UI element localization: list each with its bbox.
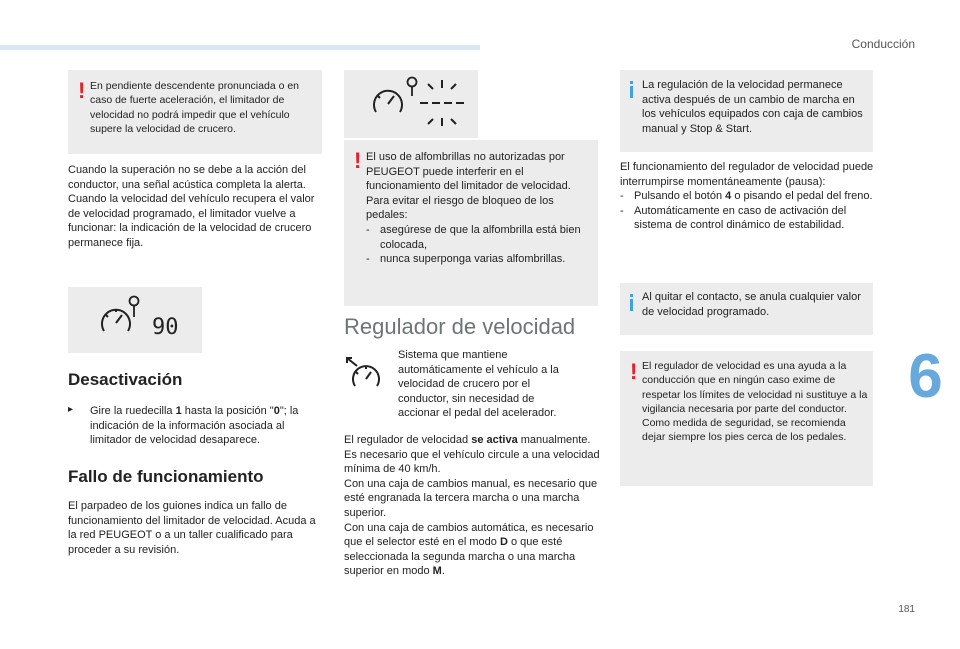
paragraph: El regulador de velocidad es una ayuda a la conducción que en ningún caso exime de respetar los límites de velocidad ni sustituye a la vigilancia necesaria por parte del conductor.: [642, 360, 868, 415]
paragraph: Es necesario que el vehículo circule a una velocidad mínima de 40 km/h.: [344, 448, 600, 476]
pause-list: [620, 189, 876, 233]
text: Con una caja de cambios automática, es necesario que el selector esté en el modo: [344, 521, 594, 549]
paragraph: El uso de alfombrillas no autorizadas por PEUGEOT puede interferir en el funcionamiento del limitador de velocidad.: [366, 151, 571, 193]
speed-limiter-display: [68, 287, 202, 353]
warning-box-driving-aid: [620, 351, 873, 486]
heading-fault: Fallo de funcionamiento: [68, 467, 264, 486]
paragraph: Cuando la velocidad del vehículo recupera el valor de velocidad programado, el limitador vuelve a funcionar: la indicación de la velocidad de crucero permanece fija.: [68, 193, 315, 249]
floormat-list: [366, 223, 596, 267]
heading-cruise-control: Regulador de velocidad: [344, 314, 576, 339]
chapter-number: 6: [908, 342, 943, 411]
cruise-control-intro: Sistema que mantiene automáticamente el vehículo a la velocidad de crucero por el conductor, sin necesidad de accionar el pedal del acelerador.: [398, 349, 559, 420]
cruise-control-conditions: [344, 433, 602, 579]
chapter-title: Conducción: [851, 37, 915, 51]
warning-text: En pendiente descendente pronunciada o en caso de fuerte aceleración, el limitador de velocidad no podrá impedir que el vehículo supere la velocidad de crucero.: [90, 80, 300, 135]
text: El regulador de velocidad: [344, 434, 472, 446]
header-bar: [0, 45, 480, 50]
warning-icon: !: [354, 148, 362, 173]
info-icon: [630, 81, 633, 98]
text: .: [441, 565, 445, 578]
page-number: 181: [898, 604, 915, 615]
mode-m: M: [432, 565, 442, 578]
pause-section: [620, 160, 876, 233]
fault-text: El parpadeo de los guiones indica un fallo de funcionamiento del limitador de velocidad. Acuda a la red PEUGEOT o a un taller cualificado para proceder a su revisión.: [68, 500, 316, 556]
paragraph: Como medida de seguridad, se recomienda dejar siempre los pies cerca de los pedales.: [642, 417, 847, 444]
paragraph: El funcionamiento del regulador de velocidad puede interrumpirse momentáneamente (pausa):: [620, 161, 874, 188]
overspeed-text: [68, 163, 324, 251]
info-text: La regulación de la velocidad permanece activa después de un cambio de marcha en los vehículos equipados con caja de cambios manual y Stop & Start.: [642, 79, 863, 135]
text: hasta la posición ": [181, 405, 274, 417]
warning-box-floormats: [344, 140, 598, 306]
warning-box-downhill: [68, 70, 322, 154]
position: 0: [273, 405, 280, 417]
list-item: - asegúrese de que la alfombrilla está bien colocada,: [366, 223, 581, 251]
cruise-control-icon: [345, 352, 385, 392]
list-item: - Pulsando el botón 4 o pisando el pedal del freno.: [620, 190, 873, 203]
number: 1: [175, 405, 182, 417]
text: Gire la ruedecilla: [90, 405, 176, 417]
fault-display: [344, 70, 478, 138]
speed-limiter-display-icon: [68, 287, 202, 353]
text-bold: se activa: [471, 434, 518, 446]
mode-d: D: [499, 536, 508, 549]
warning-icon: !: [78, 78, 86, 103]
list-item: - Automáticamente en caso de activación del sistema de control dinámico de estabilidad.: [620, 204, 847, 232]
heading-deactivation: Desactivación: [68, 370, 183, 389]
info-text: Al quitar el contacto, se anula cualquier valor de velocidad programado.: [642, 291, 861, 318]
arrow-bullet-icon: ▸: [68, 404, 74, 415]
display-speed-value: 90: [152, 315, 179, 340]
warning-icon: !: [630, 359, 638, 384]
text: o que esté seleccionada la segunda marcha o una marcha superior en modo: [344, 536, 576, 578]
text: manualmente.: [517, 434, 591, 446]
paragraph: Con una caja de cambios manual, es necesario que esté engranada la tercera marcha o una marcha superior.: [344, 477, 598, 519]
info-box-ignition: [620, 283, 873, 335]
list-item: - nunca superponga varias alfombrillas.: [366, 253, 566, 266]
info-icon: [630, 294, 633, 311]
speed-limiter-fault-display-icon: [344, 70, 478, 138]
text: "; la indicación de la información asociada al limitador de velocidad desaparece.: [90, 405, 299, 447]
info-box-stop-start: [620, 70, 873, 152]
deactivation-instruction: [68, 404, 324, 448]
paragraph: Cuando la superación no se debe a la acción del conductor, una señal acústica completa la alerta.: [68, 164, 306, 191]
paragraph: Para evitar el riesgo de bloqueo de los pedales:: [366, 194, 554, 222]
